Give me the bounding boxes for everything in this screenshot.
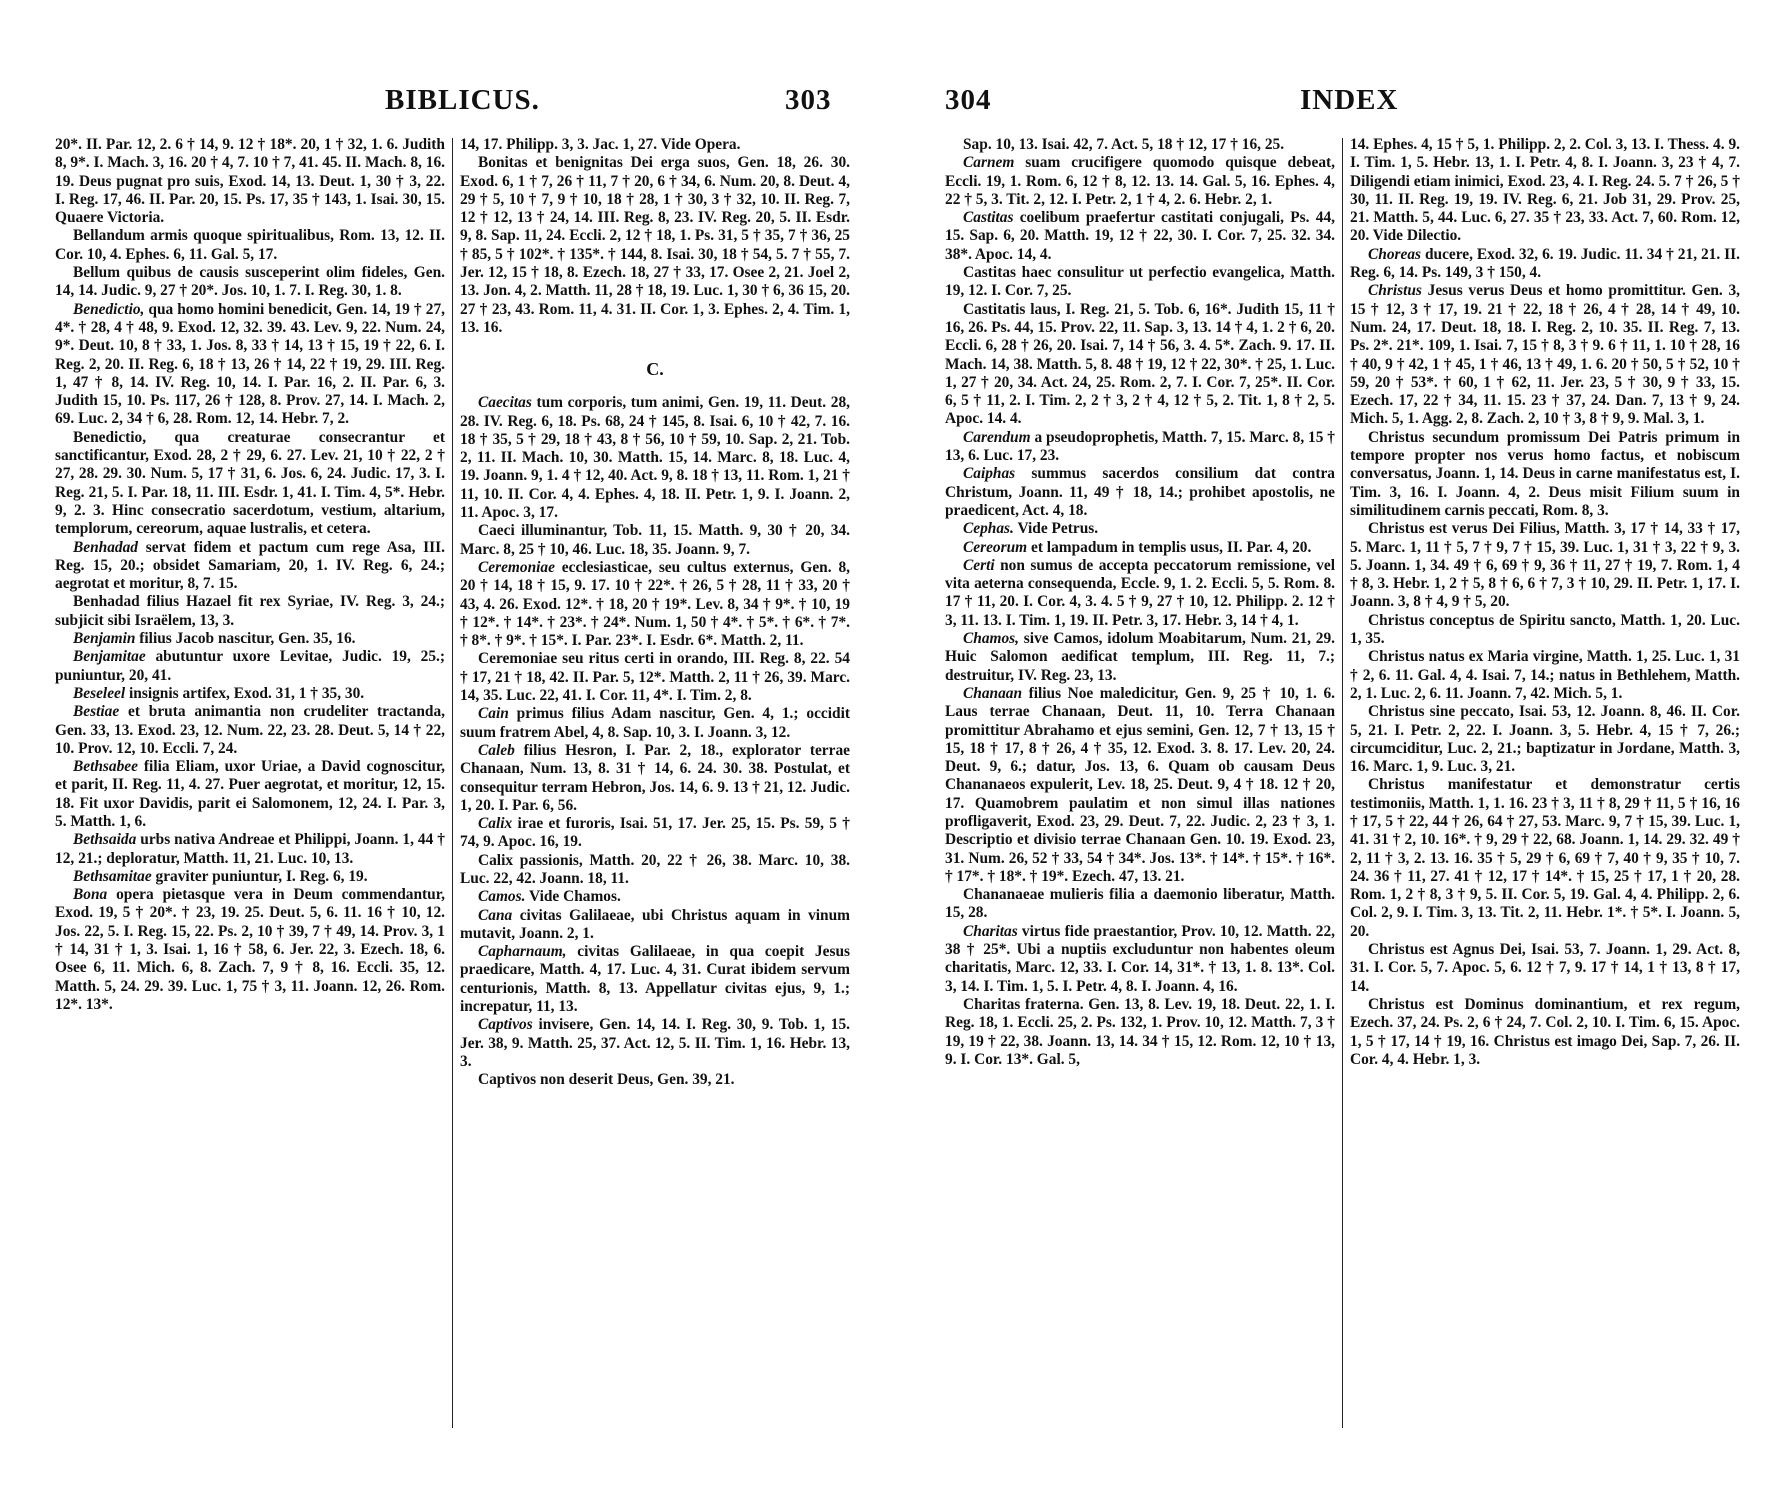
index-entry	[945, 923, 1335, 996]
index-entry	[460, 907, 850, 944]
index-entry	[55, 136, 445, 227]
index-columns	[55, 136, 855, 1440]
index-entry	[945, 557, 1335, 630]
entry-text: urbs nativa Andreae et Philippi, Joann. 1, 44 † 12, 21.; deploratur, Matth. 11, 21. Luc. 10, 13.	[55, 831, 445, 867]
entry-text: filius Hesron, I. Par. 2, 18., explorator terrae Chanaan, Num. 13, 8. 31 † 14, 6. 24. 30. 38. Postulat, et consequitur terram Hebron, Jos. 14, 6. 9. 13 † 21, 12. Judic. 1, 20. I. Par. 6, 56.	[460, 741, 850, 814]
index-entry	[460, 650, 850, 705]
index-entry	[460, 852, 850, 889]
entry-text: Calix passionis, Matth. 20, 22 † 26, 38. Marc. 10, 38. Luc. 22, 42. Joann. 18, 11.	[460, 851, 850, 887]
entry-text: Christus est Agnus Dei, Isai. 53, 7. Joann. 1, 29. Act. 8, 31. I. Cor. 5, 7. Apoc. 5, 6. 12 † 7, 9. 17 † 14, 1 † 13, 8 † 17, 14.	[1350, 941, 1740, 995]
running-head	[55, 84, 855, 124]
entry-text: coelibum praefertur castitati conjugali, Ps. 44, 15. Sap. 6, 20. Matth. 19, 12 † 22, 30. I. Cor. 7, 25. 32. 34. 38*. Apoc. 14, 4.	[945, 209, 1335, 263]
entry-text: insignis artifex, Exod. 31, 1 † 35, 30.	[125, 684, 365, 702]
entry-headword: Benjamitae	[73, 648, 146, 666]
entry-text: 20*. II. Par. 12, 2. 6 † 14, 9. 12 † 18*. 20, 1 † 32, 1. 6. Judith 8, 9*. I. Mach. 3, 16. 20 † 4, 7. 10 † 7, 41. 45. II. Mach. 8, 16. 19. Deus pugnat pro suis, Exod. 14, 13. Deut. 1, 30 † 3, 22. I. Reg. 17, 46. II. Par. 20, 15. Ps. 17, 35 † 143, 1. Isai. 30, 15. Quaere Victoria.	[55, 136, 445, 227]
entry-text: Christus natus ex Maria virgine, Matth. 1, 25. Luc. 1, 31 † 2, 6. 11. Gal. 4, 4. Isai. 7, 14.; natus in Bethlehem, Matth. 2, 1. Luc. 2, 6. 11. Joann. 7, 42. Mich. 5, 1.	[1350, 648, 1740, 702]
entry-headword: Bethsaida	[73, 831, 137, 849]
entry-text: Bellandum armis quoque spiritualibus, Rom. 13, 12. II. Cor. 10, 4. Ephes. 6, 11. Gal. 5, 17.	[55, 227, 445, 263]
entry-text: Benedictio, qua creaturae consecrantur et sanctificantur, Exod. 28, 2 † 29, 6. 27. Lev. 21, 10 † 22, 2 † 27, 28. 29. 30. Num. 5, 17 † 31, 6. Jos. 6, 24. Judic. 17, 3. I. Reg. 21, 5. I. Par. 18, 11. III. Esdr. 1, 41. I. Tim. 4, 5*. Hebr. 9, 2. 3. Hinc consecratio sacerdotum, vestium, altarium, templorum, cereorum, aquae lustralis, et cetera.	[55, 428, 445, 538]
running-head	[945, 84, 1745, 124]
running-head-title: BIBLICUS.	[385, 84, 540, 116]
index-entry	[460, 742, 850, 815]
entry-text: irae et furoris, Isai. 51, 17. Jer. 25, 15. Ps. 59, 5 † 74, 9. Apoc. 16, 19.	[460, 815, 850, 851]
index-entry	[945, 264, 1335, 301]
entry-headword: Cain	[478, 705, 509, 723]
entry-headword: Cereorum	[963, 538, 1028, 556]
entry-text: civitas Galilaeae, ubi Christus aquam in vinum mutavit, Joann. 2, 1.	[460, 906, 850, 942]
entry-headword: Bona	[73, 886, 108, 904]
index-entry	[1350, 941, 1740, 996]
index-entry	[460, 1071, 850, 1089]
entry-headword: Castitas	[963, 209, 1014, 227]
index-entry	[460, 559, 850, 650]
entry-text: Jesus verus Deus et homo promittitur. Gen. 3, 15 † 12, 3 † 17, 19. 21 † 22, 18 † 26, 4 † 28, 14 † 49, 10. Num. 24, 17. Deut. 18, 18. I. Reg. 2, 10. 35. II. Reg. 7, 13. Ps. 2*. 21*. 109, 1. Isai. 7, 15 † 8, 3 † 9. 6 † 11, 1. 10 † 28, 16 † 40, 9 † 42, 1 † 45, 1 † 46, 13 † 49, 1. 6. 20 † 50, 5 † 52, 10 † 59, 20 † 53*. † 60, 1 † 62, 11. Jer. 23, 5 † 30, 9 † 33, 15. Ezech. 17, 22 † 34, 11. 15. 23 † 37, 24. Dan. 7, 13 † 9, 24. Mich. 5, 1. Agg. 2, 8. Zach. 2, 10 † 3, 8 † 9, 9. Mal. 3, 1.	[1350, 282, 1740, 428]
entry-text: sive Camos, idolum Moabitarum, Num. 21, 29. Huic Salomon aedificat templum, III. Reg. 11, 7.; destruitur, IV. Reg. 23, 13.	[945, 630, 1335, 684]
entry-text: virtus fide praestantior, Prov. 10, 12. Matth. 22, 38 † 25*. Ubi a nuptiis excluduntur non habentes oleum charitatis, Marc. 12, 33. I. Cor. 14, 31*. † 13, 1. 8. 13*. Col. 3, 14. I. Tim. 1, 5. I. Petr. 4, 8. I. Joann. 4, 16.	[945, 922, 1335, 995]
index-entry	[945, 209, 1335, 264]
entry-text: Christus conceptus de Spiritu sancto, Matth. 1, 20. Luc. 1, 35.	[1350, 611, 1740, 648]
left-page	[55, 0, 855, 1500]
section-letter: C.	[646, 359, 664, 380]
entry-headword: Calix	[478, 815, 513, 833]
entry-headword: Cana	[478, 906, 513, 924]
entry-text: tum corporis, tum animi, Gen. 19, 11. Deut. 28, 28. IV. Reg. 6, 18. Ps. 68, 24 † 145, 8. Isai. 6, 10 † 42, 7. 16. 18 † 35, 5 † 29, 18 † 43, 8 † 56, 10 † 59, 10. Sap. 2, 21. Tob. 2, 11. II. Mach. 10, 30. Matth. 15, 14. Marc. 8, 18. Luc. 4, 19. Joann. 9, 1. 4 † 12, 40. Act. 9, 8. 18 † 13, 11. Rom. 1, 21 † 11, 10. II. Cor. 4, 4. Ephes. 4, 18. II. Petr. 1, 9. I. Joann. 2, 11. Apoc. 3, 17.	[460, 394, 850, 522]
entry-text: Caeci illuminantur, Tob. 11, 15. Matth. 9, 30 † 20, 34. Marc. 8, 25 † 10, 46. Luc. 18, 35. Joann. 9, 7.	[460, 522, 850, 558]
entry-text: summus sacerdos consilium dat contra Christum, Joann. 11, 49 † 18, 14.; prohibet apostolis, ne praedicent, Act. 4, 18.	[945, 465, 1335, 519]
index-entry	[55, 264, 445, 301]
entry-text: Charitas fraterna. Gen. 13, 8. Lev. 19, 18. Deut. 22, 1. I. Reg. 18, 1. Eccli. 25, 2. Ps. 132, 1. Prov. 10, 12. Matth. 7, 3 † 19, 19 † 22, 38. Joann. 13, 14. 34 † 15, 12. Rom. 12, 10 † 13, 9. I. Cor. 13*. Gal. 5,	[945, 995, 1335, 1068]
entry-headword: Chamos,	[963, 630, 1020, 648]
index-entry	[1350, 429, 1740, 520]
entry-text: Chananaeae mulieris filia a daemonio liberatur, Matth. 15, 28.	[945, 886, 1335, 922]
entry-text: invisere, Gen. 14, 14. I. Reg. 30, 9. Tob. 1, 15. Jer. 38, 9. Matth. 25, 37. Act. 12, 5. II. Tim. 1, 16. Hebr. 13, 3.	[460, 1016, 850, 1070]
index-entry	[460, 1016, 850, 1071]
entry-text: Christus est Dominus dominantium, et rex regum, Ezech. 37, 24. Ps. 2, 6 † 24, 7. Col. 2, 10. I. Tim. 6, 15. Apoc. 1, 5 † 17, 14 † 19, 16. Christus est imago Dei, Sap. 7, 26. II. Cor. 4, 4. Hebr. 1, 3.	[1350, 995, 1740, 1068]
entry-headword: Charitas	[963, 922, 1018, 940]
index-entry	[945, 520, 1335, 538]
index-entry	[945, 886, 1335, 923]
entry-text: 14. Ephes. 4, 15 † 5, 1. Philipp. 2, 2. Col. 3, 13. I. Thess. 4. 9. I. Tim. 1, 5. Hebr. 13, 1. I. Petr. 4, 8. I. Joann. 3, 23 † 4, 7. Diligendi etiam inimici, Exod. 23, 4. I. Reg. 24. 5. 7 † 26, 5 † 30, 11. II. Reg. 19, 19. IV. Reg. 6, 21. Job 31, 29. Prov. 25, 21. Matth. 5, 44. Luc. 6, 27. 35 † 23, 33. Act. 7, 60. Rom. 12, 20. Vide Dilectio.	[1350, 136, 1740, 245]
entry-text: Ceremoniae seu ritus certi in orando, III. Reg. 8, 22. 54 † 17, 21 † 18, 42. II. Par. 5, 12*. Matth. 2, 11 † 26, 39. Marc. 14, 35. Luc. 22, 41. I. Cor. 11, 4*. I. Tim. 2, 8.	[460, 650, 850, 705]
index-entry	[1350, 996, 1740, 1069]
entry-text: et bruta animantia non crudeliter tractanda, Gen. 33, 13. Exod. 23, 12. Num. 22, 23. 28. Deut. 5, 14 † 22, 10. Prov. 12, 10. Eccli. 7, 24.	[55, 703, 445, 757]
entry-headword: Caecitas	[478, 394, 532, 412]
entry-text: abutuntur uxore Levitae, Judic. 19, 25.; puniuntur, 20, 41.	[55, 648, 445, 684]
entry-headword: Bethsabee	[73, 758, 138, 776]
index-entry	[55, 593, 445, 630]
entry-headword: Certi	[963, 556, 995, 574]
index-column-1	[945, 136, 1335, 1436]
entry-headword: Christus	[1368, 282, 1422, 300]
index-entry	[55, 227, 445, 264]
entry-text: 14, 17. Philipp. 3, 3. Jac. 1, 27. Vide Opera.	[460, 136, 741, 153]
entry-text: servat fidem et pactum cum rege Asa, III. Reg. 15, 20.; obsidet Samariam, 20, 1. IV. Reg. 6, 24.; aegrotat et moritur, 8, 7. 15.	[55, 538, 445, 593]
entry-text: Christus sine peccato, Isai. 53, 12. Joann. 8, 46. II. Cor. 5, 21. I. Petr. 2, 22. I. Joann. 3, 5. Hebr. 4, 15 † 7, 26.; circumciditur, Luc. 2, 21.; baptizatur in Jordane, Matth. 3, 16. Marc. 1, 9. Luc. 3, 21.	[1350, 703, 1740, 776]
running-head-title: INDEX	[1300, 84, 1399, 116]
index-entry	[1350, 776, 1740, 941]
entry-text: et lampadum in templis usus, II. Par. 4, 20.	[1027, 538, 1312, 556]
entry-text: Christus secundum promissum Dei Patris primum in tempore propter nos verus homo factus, et nobiscum conversatus, Joann. 1, 14. Deus in carne manifestatus est, I. Tim. 3, 16. I. Joann. 4, 2. Deus misit Filium suum in similitudinem carnis peccati, Rom. 8, 3.	[1350, 428, 1740, 519]
entry-text: non sumus de accepta peccatorum remissione, vel vita aeterna consequenda, Eccle. 9, 1. 2. Eccli. 5, 5. Rom. 8. 17 † 11, 20. I. Cor. 4, 3. 4. 5 † 9, 27 † 10, 12. Philipp. 2. 12 † 3, 11. 13. I. Tim. 1, 19. II. Petr. 3, 17. Hebr. 3, 14 † 4, 1.	[945, 556, 1335, 629]
index-column-1	[55, 136, 445, 1436]
index-entry	[55, 539, 445, 594]
entry-headword: Cephas.	[963, 520, 1014, 538]
index-entry	[945, 429, 1335, 466]
entry-text: Castitatis laus, I. Reg. 21, 5. Tob. 6, 16*. Judith 15, 11 † 16, 26. Ps. 44, 15. Prov. 22, 11. Sap. 3, 13. 14 † 4, 1. 2 † 6, 20. Eccli. 6, 28 † 26, 20. Isai. 7, 14 † 56, 3. 4. 5*. Zach. 9. 17. II. Mach. 14, 38. Matth. 5, 8. 48 † 19, 12 † 22, 30*. † 25, 1. Luc. 1, 27 † 20, 34. Act. 24, 25. Rom. 2, 7. I. Cor. 7, 25*. II. Cor. 6, 5 † 11, 2. I. Tim. 2, 2 † 3, 2 † 4, 12 † 5, 2. Tit. 1, 8 † 2, 5. Apoc. 14. 4.	[945, 300, 1335, 428]
index-entry	[945, 136, 1335, 154]
entry-text: graviter puniuntur, I. Reg. 6, 19.	[151, 867, 368, 885]
index-columns	[945, 136, 1745, 1440]
entry-headword: Carnem	[963, 154, 1015, 172]
index-entry	[945, 465, 1335, 520]
entry-text: filius Noe maledicitur, Gen. 9, 25 † 10, 1. 6. Laus terrae Chanaan, Deut. 11, 10. Terra Chanaan promittitur Abrahamo et ejus semini, Gen. 12, 7 † 13, 15 † 15, 18 † 17, 8 † 26, 4 † 35, 12. Exod. 3. 8. 17. Lev. 20, 24. Deut. 9, 6.; datur, Jos. 13, 6. Quam ob causam Deus Chananaeos expulerit, Lev. 18, 25. Deut. 9, 4 † 18. 12 † 20, 17. Quamobrem paulatim et non simul illas nationes profligaverit, Exod. 23, 29. Deut. 7, 22. Judic. 2, 23 † 3, 1. Descriptio et divisio terrae Chanaan Gen. 10. 19. Exod. 23, 31. Num. 26, 52 † 33, 54 † 34*. Jos. 13*. † 14*. † 15*. † 16*. † 17*. † 18*. † 19*. Ezech. 47, 13. 21.	[945, 684, 1335, 885]
entry-headword: Benhadad	[73, 538, 138, 556]
index-entry	[1350, 246, 1740, 283]
index-entry	[945, 539, 1335, 557]
entry-text: Bellum quibus de causis susceperint olim fideles, Gen. 14, 14. Judic. 9, 27 † 20*. Jos. 10, 1. 7. I. Reg. 30, 1. 8.	[55, 264, 445, 300]
right-page	[945, 0, 1745, 1500]
entry-text: Sap. 10, 13. Isai. 42, 7. Act. 5, 18 † 12, 17 † 16, 25.	[963, 136, 1285, 153]
index-entry	[55, 429, 445, 539]
entry-headword: Camos.	[478, 888, 526, 906]
index-entry	[1350, 520, 1740, 611]
entry-text: Vide Chamos.	[525, 888, 621, 906]
entry-headword: Bethsamitae	[73, 867, 152, 885]
index-entry	[55, 685, 445, 703]
entry-headword: Capharnaum,	[478, 943, 567, 961]
entry-headword: Carendum	[963, 428, 1031, 446]
index-entry	[1350, 136, 1740, 246]
index-entry	[460, 154, 850, 337]
entry-text: civitas Galilaeae, in qua coepit Jesus praedicare, Matth. 4, 17. Luc. 4, 31. Curat ibidem servum centurionis, Matth. 8, 13. Appellatur civitas ejus, 9, 1.; increpatur, 11, 13.	[460, 943, 850, 1016]
index-entry	[55, 886, 445, 1014]
entry-text: filia Eliam, uxor Uriae, a David cognoscitur, et parit, II. Reg. 11, 4. 27. Puer aegrotat, et moritur, 12, 15. 18. Fit uxor Davidis, parit ei Salomonem, 12, 24. I. Par. 3, 5. Matth. 1, 6.	[55, 758, 445, 830]
entry-text: Christus est verus Dei Filius, Matth. 3, 17 † 14, 33 † 17, 5. Marc. 1, 11 † 5, 7 † 9, 7 † 15, 39. Luc. 1, 31 † 3, 22 † 9, 3. 5. Joann. 1, 34. 49 † 6, 69 † 9, 36 † 11, 27 † 19, 7. Rom. 1, 4 † 8, 3. Hebr. 1, 2 † 5, 8 † 6, 6 † 7, 3 † 10, 29. II. Petr. 1, 17. I. Joann. 3, 8 † 4, 9 † 5, 20.	[1350, 520, 1740, 611]
index-entry	[55, 648, 445, 685]
index-column-2	[460, 136, 850, 1436]
index-entry	[55, 630, 445, 648]
index-entry	[460, 522, 850, 559]
page-number: 303	[785, 84, 832, 116]
index-entry	[945, 301, 1335, 429]
entry-text: opera pietasque vera in Deum commendantur, Exod. 19, 5 † 20*. † 23, 19. 25. Deut. 5, 6. 11. 16 † 10, 12. Jos. 22, 5. I. Reg. 15, 22. Ps. 2, 10 † 39, 7 † 49, 14. Prov. 3, 1 † 14, 31 † 1, 3. Isai. 1, 16 † 58, 6. Jer. 22, 3. Ezech. 18, 6. Osee 6, 11. Mich. 6, 8. Zach. 7, 9 † 8, 16. Eccli. 35, 12. Matth. 5, 24. 29. 39. Luc. 1, 75 † 3, 11. Joann. 12, 26. Rom. 12*. 13*.	[55, 886, 445, 1013]
entry-headword: Benjamin	[73, 630, 136, 648]
index-entry	[1350, 703, 1740, 776]
entry-text: Bonitas et benignitas Dei erga suos, Gen. 18, 26. 30. Exod. 6, 1 † 7, 26 † 11, 7 † 20, 6 † 34, 6. Num. 20, 8. Deut. 4, 29 † 5, 10 † 7, 9 † 10, 18 † 28, 1 † 30, 3 † 32, 10. II. Reg. 7, 12 † 12, 13 † 24, 14. III. Reg. 8, 23. IV. Reg. 20, 5. II. Esdr. 9, 8. Sap. 11, 24. Eccli. 2, 12 † 18, 1. Ps. 31, 5 † 35, 7 † 36, 25 † 85, 5 † 102*. † 135*. † 144, 8. Isai. 30, 18 † 54, 5. 7 † 55, 7. Jer. 12, 15 † 18, 8. Ezech. 18, 27 † 33, 17. Osee 2, 21. Joel 2, 13. Jon. 4, 2. Matth. 11, 28 † 18, 19. Luc. 1, 30 † 6, 36 15, 20. 27 † 23, 43. Rom. 11, 4. 31. II. Cor. 1, 3. Ephes. 2, 4. Tim. 1, 13. 16.	[460, 154, 850, 336]
entry-text: Captivos non deserit Deus, Gen. 39, 21.	[478, 1071, 735, 1089]
index-entry	[55, 831, 445, 868]
index-entry	[1350, 612, 1740, 649]
index-entry	[460, 815, 850, 852]
entry-text: Castitas haec consulitur ut perfectio evangelica, Matth. 19, 12. I. Cor. 7, 25.	[945, 264, 1335, 300]
index-entry	[55, 301, 445, 429]
index-entry	[55, 758, 445, 831]
entry-headword: Chanaan	[963, 684, 1023, 702]
index-entry	[1350, 282, 1740, 428]
index-entry	[945, 154, 1335, 209]
index-entry	[460, 136, 850, 154]
index-entry	[945, 685, 1335, 886]
entry-headword: Ceremoniae	[478, 558, 555, 576]
entry-headword: Captivos	[478, 1016, 533, 1034]
entry-text: Benhadad filius Hazael fit rex Syriae, IV. Reg. 3, 24.; subjicit sibi Israëlem, 13, 3.	[55, 593, 445, 629]
entry-text: qua homo homini benedicit, Gen. 14, 19 † 27, 4*. † 28, 4 † 48, 9. Exod. 12, 32. 39. 43. Lev. 9, 22. Num. 24, 9*. Deut. 10, 8 † 33, 1. Jos. 8, 33 † 14, 13 † 15, 19 † 22, 6. I. Reg. 2, 20. II. Reg. 6, 18 † 13, 26 † 14, 22 † 19, 29. III. Reg. 1, 47 † 8, 14. IV. Reg. 10, 14. I. Par. 16, 2. II. Par. 6, 3. Judith 15, 10. Ps. 117, 26 † 128, 8. Prov. 27, 14. I. Mach. 2, 69. Luc. 2, 34 † 6, 28. Rom. 12, 14. Hebr. 7, 2.	[55, 300, 445, 428]
page-number: 304	[945, 84, 992, 116]
entry-text: filius Jacob nascitur, Gen. 35, 16.	[135, 630, 356, 648]
index-entry	[945, 996, 1335, 1069]
entry-text: Christus manifestatur et demonstratur certis testimoniis, Matth. 1, 1. 16. 23 † 3, 11 † 8, 29 † 11, 5 † 16, 16 † 17, 5 † 22, 44 † 26, 64 † 27, 53. Marc. 9, 7 † 15, 39. Luc. 1, 41. 31 † 2, 10. 16*. † 9, 29 † 22, 68. Joann. 1, 14. 29. 32. 49 † 2, 11 † 3, 2. 13. 16. 35 † 5, 29 † 6, 69 † 7, 40 † 9, 35 † 10, 7. 24. 36 † 11, 27. 41 † 12, 17 † 14*. † 15, 25 † 17, 1 † 20, 28. Rom. 1, 2 † 8, 3 † 9, 5. II. Cor. 5, 19. Gal. 4, 4. Philipp. 2, 6. Col. 2, 9. I. Tim. 3, 13. Tit. 2, 11. Hebr. 1*. † 5*. I. Joann. 5, 20.	[1350, 776, 1740, 940]
entry-headword: Bestiae	[73, 703, 120, 721]
index-entry	[1350, 648, 1740, 703]
index-entry	[55, 868, 445, 886]
entry-text: a pseudoprophetis, Matth. 7, 15. Marc. 8, 15 † 13, 6. Luc. 17, 23.	[945, 428, 1335, 465]
entry-headword: Beseleel	[73, 684, 126, 702]
index-entry	[460, 888, 850, 906]
entry-headword: Caleb	[478, 741, 515, 759]
entry-headword: Benedictio,	[73, 300, 145, 318]
entry-text: ducere, Exod. 32, 6. 19. Judic. 11. 34 † 21, 21. II. Reg. 6, 14. Ps. 149, 3 † 150, 4.	[1350, 245, 1740, 282]
entry-text: Vide Petrus.	[1013, 520, 1099, 538]
entry-headword: Caiphas	[963, 465, 1016, 483]
index-entry	[460, 943, 850, 1016]
entry-text: primus filius Adam nascitur, Gen. 4, 1.; occidit suum fratrem Abel, 4, 8. Sap. 10, 3. I. Joann. 3, 12.	[460, 705, 850, 741]
index-entry	[460, 705, 850, 742]
entry-headword: Choreas	[1368, 245, 1422, 263]
index-column-2	[1350, 136, 1740, 1436]
entry-text: suam crucifigere quomodo quisque debeat, Eccli. 19, 1. Rom. 6, 12 † 8, 12. 13. 14. Gal. 5, 16. Ephes. 4, 22 † 5, 3. Tit. 2, 12. I. Petr. 2, 1 † 4, 2. 6. Hebr. 2, 1.	[945, 154, 1335, 208]
entry-text: ecclesiasticae, seu cultus externus, Gen. 8, 20 † 14, 18 † 15, 9. 17. 10 † 22*. † 26, 5 † 28, 11 † 33, 20 † 43, 4. 26. Exod. 12*. † 18, 20 † 19*. Lev. 8, 34 † 9*. † 10, 19 † 12*. † 14*. † 23*. † 24*. Num. 1, 50 † 4*. † 5*. † 6*. † 7*. † 8*. † 9*. † 15*. I. Par. 23*. I. Esdr. 6*. Matth. 2, 11.	[460, 558, 850, 650]
index-entry	[55, 703, 445, 758]
index-entry	[460, 394, 850, 522]
index-entry	[945, 630, 1335, 685]
